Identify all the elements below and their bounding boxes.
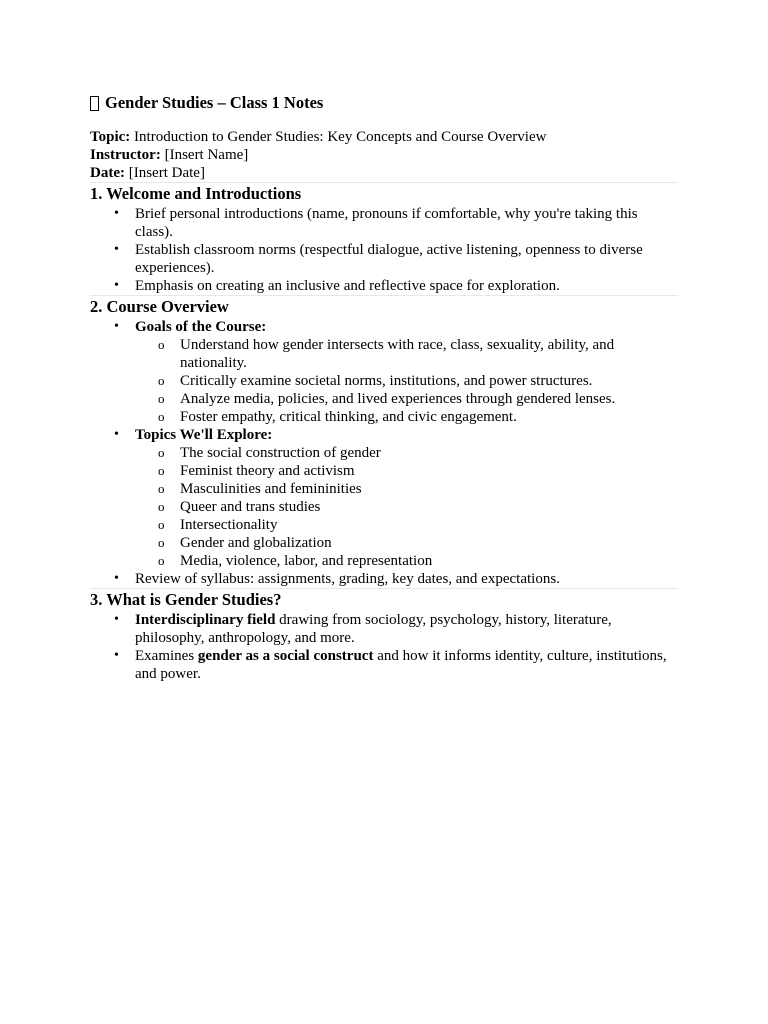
sublist-item: o Feminist theory and activism: [180, 462, 678, 480]
sublist-item: o Understand how gender intersects with race, class, sexuality, ability, and nationality.: [180, 336, 678, 372]
meta-topic: [90, 128, 678, 146]
sublist-item: o Intersectionality: [180, 516, 678, 534]
list-item: [135, 611, 678, 647]
sublist-item: o Queer and trans studies: [180, 498, 678, 516]
sublist-item: o Masculinities and femininities: [180, 480, 678, 498]
examines-text: and how it informs identity, culture, institutions, and power.: [135, 648, 667, 682]
list-item: • Establish classroom norms (respectful dialogue, active listening, openness to diverse experiences).: [135, 241, 678, 277]
list-item-goals: [135, 318, 678, 426]
topics-sublist: [135, 444, 678, 570]
sublist-item: o Foster empathy, critical thinking, and civic engagement.: [180, 408, 678, 426]
sublist-item: o The social construction of gender: [180, 444, 678, 462]
examines-prefix: Examines: [135, 648, 198, 664]
welcome-list: [90, 205, 678, 295]
list-item: [135, 647, 678, 683]
sublist-item: o Gender and globalization: [180, 534, 678, 552]
meta-topic-value: Introduction to Gender Studies: Key Concepts and Course Overview: [130, 129, 547, 145]
list-item-topics: [135, 426, 678, 570]
topics-label: Topics We'll Explore:: [135, 427, 273, 443]
what-is-list: [90, 611, 678, 683]
meta-date-label: Date:: [90, 165, 125, 181]
goals-label: Goals of the Course:: [135, 319, 267, 335]
document-icon: [90, 96, 99, 111]
list-item: • Emphasis on creating an inclusive and reflective space for exploration.: [135, 277, 678, 295]
interdisciplinary-text: drawing from sociology, psychology, history, literature, philosophy, anthropology, and more.: [135, 612, 612, 646]
meta-date: [90, 164, 678, 182]
sublist-item: o Critically examine societal norms, institutions, and power structures.: [180, 372, 678, 390]
interdisciplinary-term: Interdisciplinary field: [135, 612, 276, 628]
document-title: [90, 92, 678, 114]
meta-instructor-label: Instructor:: [90, 147, 161, 163]
meta-instructor-value: [Insert Name]: [160, 147, 249, 163]
sublist-item: o Analyze media, policies, and lived experiences through gendered lenses.: [180, 390, 678, 408]
section-heading-what-is-gender-studies: 3. What is Gender Studies?: [90, 590, 282, 609]
meta-instructor: [90, 146, 678, 164]
sublist-item: o Media, violence, labor, and representation: [180, 552, 678, 570]
meta-topic-label: Topic:: [90, 129, 131, 145]
document-meta: [90, 128, 678, 182]
list-item-syllabus-review: • Review of syllabus: assignments, grading, key dates, and expectations.: [135, 570, 678, 588]
section-heading-welcome: 1. Welcome and Introductions: [90, 184, 302, 203]
list-item: • Brief personal introductions (name, pronouns if comfortable, why you're taking this class).: [135, 205, 678, 241]
course-overview-list: [90, 318, 678, 588]
goals-sublist: [135, 336, 678, 426]
meta-date-value: [Insert Date]: [124, 165, 205, 181]
section-heading-course-overview: 2. Course Overview: [90, 297, 229, 316]
document-title-text: Gender Studies – Class 1 Notes: [105, 93, 324, 112]
social-construct-term: gender as a social construct: [197, 648, 374, 664]
